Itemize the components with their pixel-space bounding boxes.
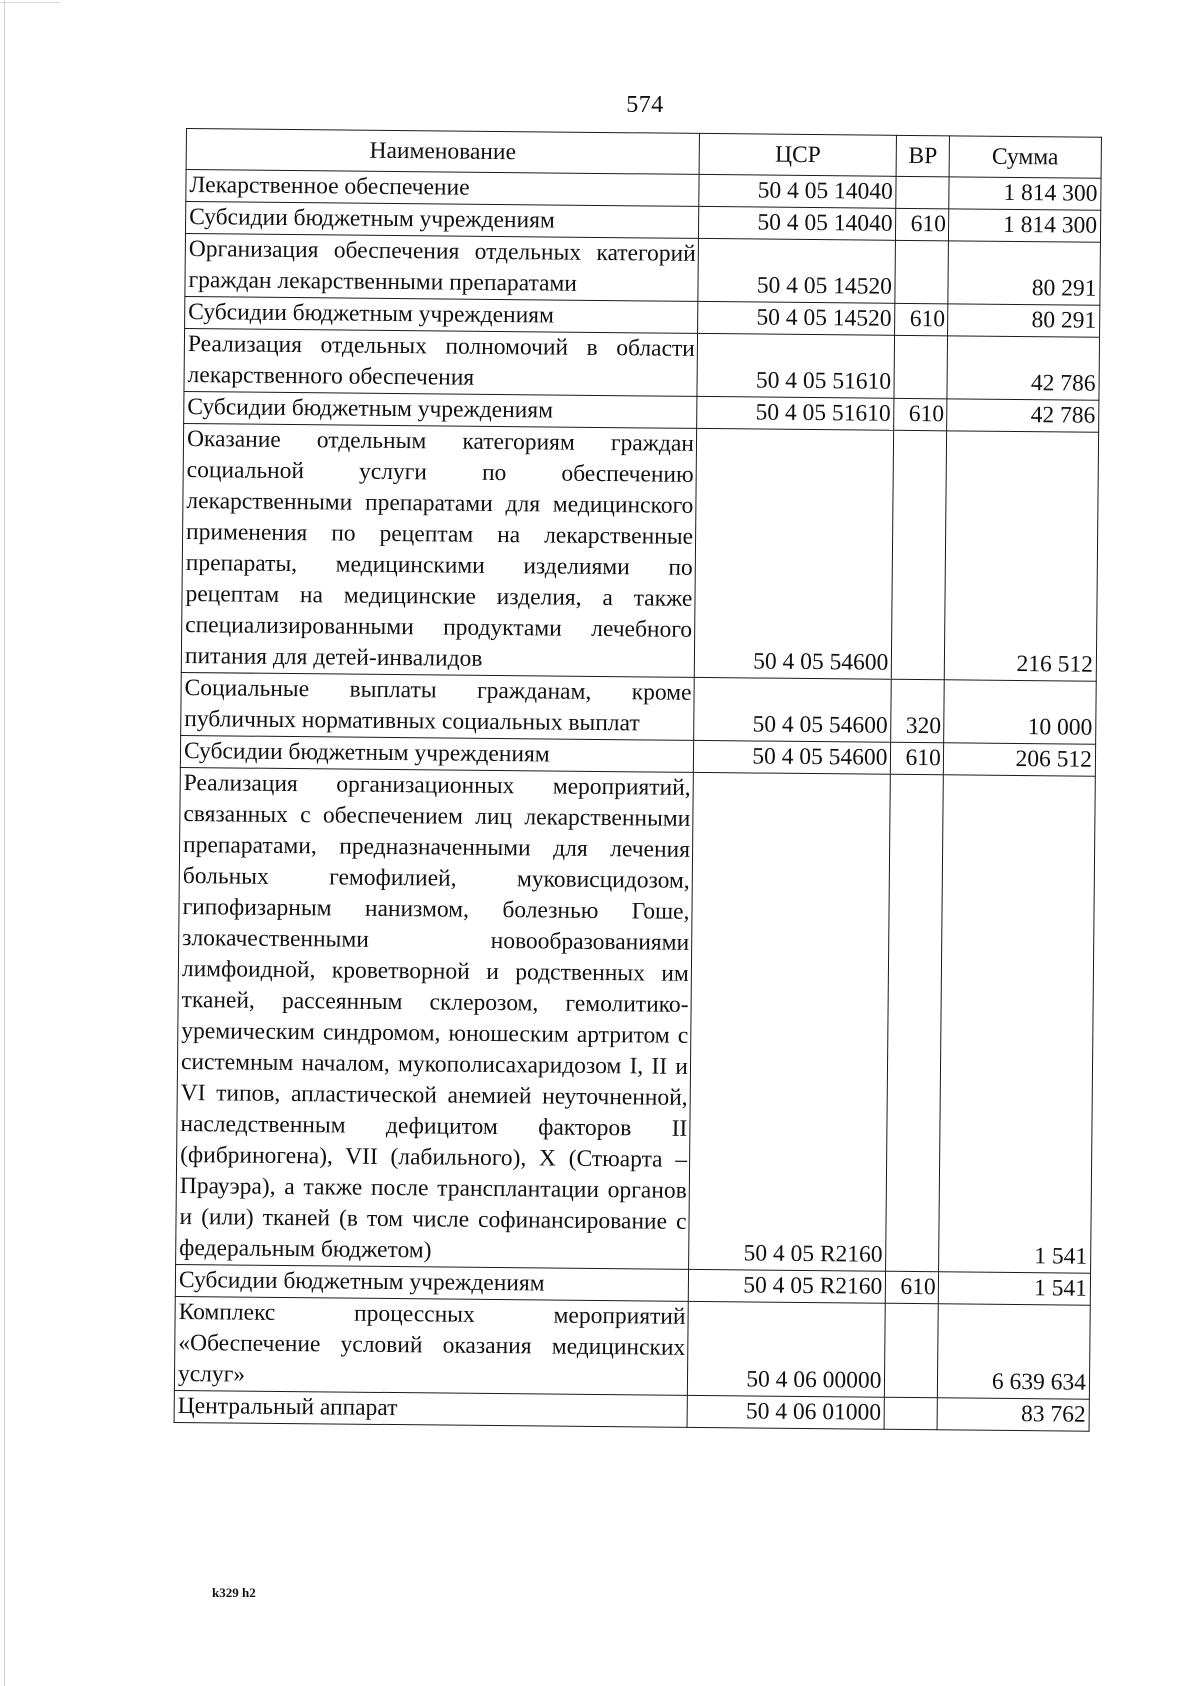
scan-edge-left	[4, 0, 5, 1686]
row-code: 50 4 05 14520	[698, 238, 896, 303]
table-row	[185, 233, 1101, 305]
row-name: Реализация организационных мероприятий, связанных с обеспечением лиц лекарственными препаратами, предназначенными для лечения больных гемофилией, муковисцидозом, гипофизарным нанизмом, болезнью Гоше, злокачественными новообразованиями лимфоидной, кроветворной и родственных им тканей, рассеянным склерозом, гемолитико-уремическим синдромом, юношеским артритом с системным началом, мукополисахаридозом I, II и VI типов, апластической анемией неуточненной, наследственным дефицитом факторов II (фибриногена), VII (лабильного), X (Стюарта – Прауэра), а также после трансплантации органов и (или) тканей (в том числе софинансирование с федеральным бюджетом)	[176, 767, 694, 1269]
row-vr	[894, 335, 947, 399]
row-name: Субсидии бюджетным учреждениям	[184, 391, 697, 428]
row-sum: 10 000	[943, 680, 1096, 744]
row-vr: 610	[895, 303, 948, 336]
row-vr: 610	[896, 208, 949, 241]
row-sum: 80 291	[947, 304, 1099, 337]
row-name: Субсидии бюджетным учреждениям	[180, 735, 693, 772]
row-name: Социальные выплаты гражданам, кроме публичных нормативных социальных выплат	[181, 672, 695, 740]
row-vr	[885, 1303, 938, 1397]
row-vr: 320	[891, 679, 944, 743]
row-vr: 610	[886, 1271, 939, 1304]
row-vr	[895, 240, 948, 304]
row-code: 50 4 06 00000	[687, 1301, 885, 1397]
footer-document-code: k329 h2	[212, 1585, 256, 1600]
row-name: Комплекс процессных мероприятий «Обеспечение условий оказания медицинских услуг»	[174, 1296, 688, 1395]
table-row	[181, 672, 1097, 744]
row-name: Центральный аппарат	[174, 1390, 687, 1427]
row-name: Лекарственное обеспечение	[186, 170, 699, 207]
row-sum: 1 814 300	[948, 209, 1100, 242]
row-sum: 216 512	[944, 431, 1099, 681]
row-code: 50 4 05 14040	[699, 174, 897, 208]
row-sum: 42 786	[946, 399, 1098, 432]
header-name: Наименование	[186, 129, 699, 175]
row-vr	[892, 430, 947, 679]
row-vr: 610	[894, 398, 947, 431]
row-code: 50 4 05 14040	[698, 206, 896, 240]
row-code: 50 4 05 R2160	[688, 1269, 886, 1303]
row-name: Субсидии бюджетным учреждениям	[175, 1264, 688, 1301]
row-code: 50 4 05 54600	[693, 740, 891, 774]
header-sum: Сумма	[949, 136, 1102, 178]
table-row	[184, 328, 1100, 400]
row-vr	[884, 1397, 937, 1430]
row-code: 50 4 05 R2160	[688, 772, 890, 1271]
header-code: ЦСР	[699, 133, 897, 176]
budget-table	[174, 128, 1102, 1432]
row-sum: 1 541	[938, 1272, 1090, 1305]
row-name: Организация обеспечения отдельных категорий граждан лекарственными препаратами	[185, 233, 699, 301]
header-vr: ВР	[896, 135, 949, 177]
row-code: 50 4 05 14520	[697, 301, 895, 335]
row-vr	[896, 176, 949, 209]
table-row	[181, 423, 1098, 681]
row-code: 50 4 05 54600	[694, 677, 892, 742]
row-code: 50 4 05 51610	[697, 333, 895, 398]
row-vr: 610	[891, 742, 944, 775]
table-row	[174, 1296, 1090, 1399]
row-sum: 42 786	[947, 336, 1100, 400]
page-number: 574	[626, 92, 664, 118]
row-sum: 6 639 634	[937, 1304, 1090, 1399]
row-vr	[886, 774, 943, 1271]
row-sum: 1 814 300	[949, 177, 1101, 210]
row-name: Оказание отдельным категориям граждан социальной услуги по обеспечению лекарственными препаратами для медицинского применения по рецептам на лекарственные препараты, медицинскими изделиями по рецептам на медицинские изделия, а также специализированными продуктами лечебного питания для детей-инвалидов	[181, 423, 696, 677]
row-name: Реализация отдельных полномочий в области лекарственного обеспечения	[184, 328, 698, 396]
row-sum: 1 541	[938, 775, 1095, 1273]
row-name: Субсидии бюджетным учреждениям	[185, 202, 698, 239]
row-sum: 206 512	[943, 743, 1095, 776]
scan-edge-top	[0, 2, 60, 3]
table-row	[176, 767, 1096, 1273]
row-code: 50 4 05 51610	[697, 396, 895, 430]
row-code: 50 4 05 54600	[694, 428, 894, 679]
row-sum: 80 291	[948, 241, 1101, 305]
row-code: 50 4 06 01000	[687, 1395, 885, 1429]
row-sum: 83 762	[937, 1398, 1089, 1431]
row-name: Субсидии бюджетным учреждениям	[185, 296, 698, 333]
